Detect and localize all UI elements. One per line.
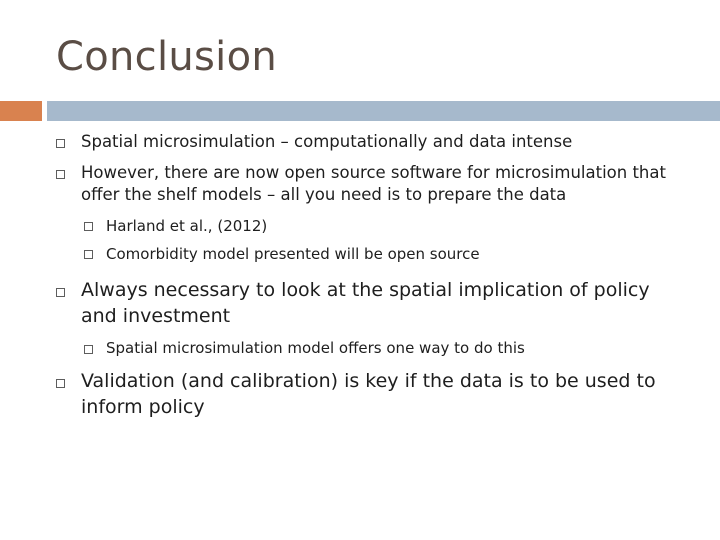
title-rule-bar (47, 101, 720, 121)
square-bullet-icon (56, 379, 65, 388)
square-sub-bullet-icon (84, 222, 93, 231)
sub-bullet-text: Harland et al., (2012) (106, 217, 268, 235)
sub-bullet-text: Spatial microsimulation model offers one way to do this (106, 339, 525, 357)
sub-bullet-text: Comorbidity model presented will be open source (106, 245, 480, 263)
square-bullet-icon (56, 139, 65, 148)
bullet-text: Always necessary to look at the spatial implication of policy and investment (81, 279, 650, 327)
square-sub-bullet-icon (84, 345, 93, 354)
slide-title: Conclusion (56, 34, 277, 80)
bullet-text: Validation (and calibration) is key if the data is to be used to inform policy (81, 370, 656, 418)
bullet-text: Spatial microsimulation – computationally and data intense (81, 132, 573, 151)
bullet-text: However, there are now open source software for microsimulation that offer the shelf models – all you need is to prepare the data (81, 163, 666, 204)
square-bullet-icon (56, 288, 65, 297)
square-sub-bullet-icon (84, 250, 93, 259)
square-bullet-icon (56, 170, 65, 179)
accent-bar (0, 101, 42, 121)
